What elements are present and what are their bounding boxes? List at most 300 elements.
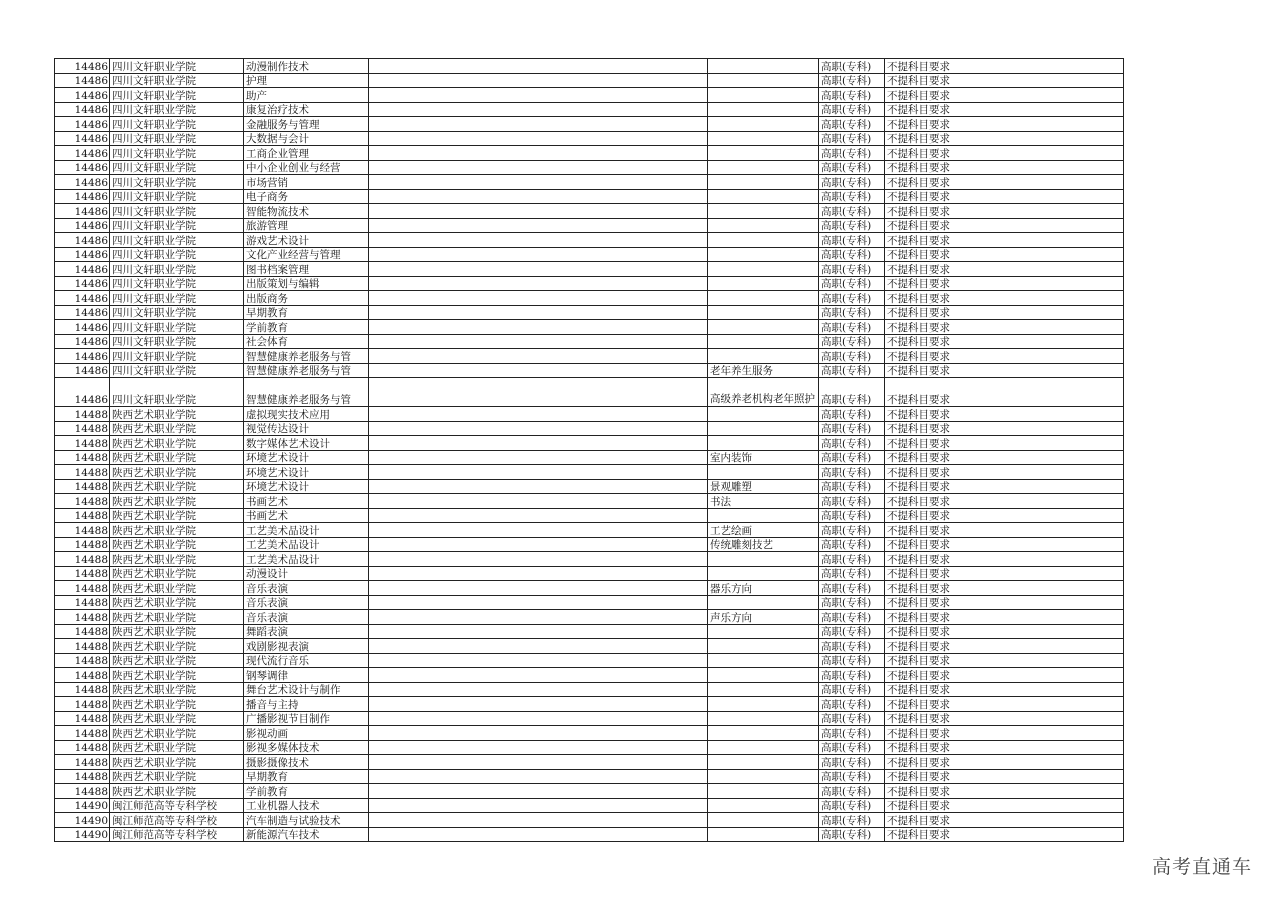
requirement-cell: 不提科目要求 (885, 653, 1124, 668)
requirement-cell: 不提科目要求 (885, 827, 1124, 842)
major-name-cell: 金融服务与管理 (244, 117, 369, 132)
school-code-cell: 14488 (55, 450, 110, 465)
table-row (55, 102, 1124, 117)
major-name-cell: 护理 (244, 73, 369, 88)
requirement-cell: 不提科目要求 (885, 88, 1124, 103)
blank-cell (369, 334, 708, 349)
major-name-cell: 学前教育 (244, 784, 369, 799)
school-name-cell: 四川文轩职业学院 (110, 102, 244, 117)
blank-cell (369, 421, 708, 436)
major-direction-cell (708, 88, 819, 103)
major-direction-cell (708, 682, 819, 697)
major-name-cell: 广播影视节目制作 (244, 711, 369, 726)
major-name-cell: 环境艺术设计 (244, 450, 369, 465)
major-name-cell: 学前教育 (244, 320, 369, 335)
table-row (55, 407, 1124, 422)
major-direction-cell (708, 668, 819, 683)
blank-cell (369, 465, 708, 480)
major-direction-cell (708, 117, 819, 132)
school-code-cell: 14488 (55, 668, 110, 683)
major-name-cell: 旅游管理 (244, 218, 369, 233)
major-direction-cell: 老年养生服务 (708, 363, 819, 378)
level-cell: 高职(专科) (819, 102, 885, 117)
requirement-cell: 不提科目要求 (885, 233, 1124, 248)
major-name-cell: 工艺美术品设计 (244, 537, 369, 552)
table-row (55, 421, 1124, 436)
level-cell: 高职(专科) (819, 755, 885, 770)
blank-cell (369, 523, 708, 538)
major-direction-cell (708, 827, 819, 842)
level-cell: 高职(专科) (819, 740, 885, 755)
school-code-cell: 14488 (55, 740, 110, 755)
blank-cell (369, 537, 708, 552)
requirement-cell: 不提科目要求 (885, 131, 1124, 146)
table-row (55, 204, 1124, 219)
school-name-cell: 四川文轩职业学院 (110, 189, 244, 204)
school-code-cell: 14486 (55, 305, 110, 320)
major-direction-cell (708, 131, 819, 146)
school-code-cell: 14488 (55, 537, 110, 552)
school-code-cell: 14486 (55, 59, 110, 74)
major-name-cell: 舞蹈表演 (244, 624, 369, 639)
level-cell: 高职(专科) (819, 827, 885, 842)
level-cell: 高职(专科) (819, 88, 885, 103)
blank-cell (369, 494, 708, 509)
school-name-cell: 陕西艺术职业学院 (110, 740, 244, 755)
requirement-cell: 不提科目要求 (885, 769, 1124, 784)
major-name-cell: 影视多媒体技术 (244, 740, 369, 755)
table-body (55, 59, 1124, 842)
blank-cell (369, 581, 708, 596)
level-cell: 高职(专科) (819, 146, 885, 161)
table-row (55, 726, 1124, 741)
blank-cell (369, 131, 708, 146)
school-code-cell: 14488 (55, 508, 110, 523)
table-row (55, 291, 1124, 306)
school-code-cell: 14488 (55, 581, 110, 596)
major-name-cell: 虚拟现实技术应用 (244, 407, 369, 422)
table-row (55, 769, 1124, 784)
requirement-cell: 不提科目要求 (885, 537, 1124, 552)
table-row (55, 117, 1124, 132)
school-code-cell: 14486 (55, 247, 110, 262)
requirement-cell: 不提科目要求 (885, 726, 1124, 741)
level-cell: 高职(专科) (819, 407, 885, 422)
blank-cell (369, 88, 708, 103)
major-name-cell: 新能源汽车技术 (244, 827, 369, 842)
school-name-cell: 四川文轩职业学院 (110, 204, 244, 219)
level-cell: 高职(专科) (819, 595, 885, 610)
major-name-cell: 动漫设计 (244, 566, 369, 581)
blank-cell (369, 160, 708, 175)
school-name-cell: 陕西艺术职业学院 (110, 465, 244, 480)
major-direction-cell (708, 653, 819, 668)
school-name-cell: 陕西艺术职业学院 (110, 479, 244, 494)
major-name-cell: 社会体育 (244, 334, 369, 349)
school-name-cell: 陕西艺术职业学院 (110, 769, 244, 784)
blank-cell (369, 624, 708, 639)
level-cell: 高职(专科) (819, 784, 885, 799)
table-row (55, 450, 1124, 465)
major-direction-cell (708, 349, 819, 364)
major-name-cell: 音乐表演 (244, 595, 369, 610)
major-direction-cell (708, 291, 819, 306)
requirement-cell: 不提科目要求 (885, 204, 1124, 219)
major-direction-cell (708, 59, 819, 74)
table-row (55, 262, 1124, 277)
table-row (55, 218, 1124, 233)
blank-cell (369, 682, 708, 697)
school-code-cell: 14490 (55, 813, 110, 828)
blank-cell (369, 59, 708, 74)
major-direction-cell (708, 595, 819, 610)
requirement-cell: 不提科目要求 (885, 349, 1124, 364)
major-name-cell: 环境艺术设计 (244, 465, 369, 480)
requirement-cell: 不提科目要求 (885, 262, 1124, 277)
major-name-cell: 书画艺术 (244, 508, 369, 523)
school-code-cell: 14488 (55, 711, 110, 726)
blank-cell (369, 726, 708, 741)
table-row (55, 175, 1124, 190)
table-row (55, 88, 1124, 103)
requirement-cell: 不提科目要求 (885, 711, 1124, 726)
requirement-cell: 不提科目要求 (885, 566, 1124, 581)
school-name-cell: 陕西艺术职业学院 (110, 508, 244, 523)
level-cell: 高职(专科) (819, 189, 885, 204)
major-name-cell: 出版策划与编辑 (244, 276, 369, 291)
major-name-cell: 钢琴调律 (244, 668, 369, 683)
table-row (55, 479, 1124, 494)
school-name-cell: 四川文轩职业学院 (110, 59, 244, 74)
level-cell: 高职(专科) (819, 450, 885, 465)
level-cell: 高职(专科) (819, 494, 885, 509)
school-name-cell: 四川文轩职业学院 (110, 276, 244, 291)
requirement-cell: 不提科目要求 (885, 160, 1124, 175)
school-code-cell: 14488 (55, 421, 110, 436)
requirement-cell: 不提科目要求 (885, 218, 1124, 233)
level-cell: 高职(专科) (819, 233, 885, 248)
school-code-cell: 14486 (55, 88, 110, 103)
major-name-cell: 早期教育 (244, 305, 369, 320)
level-cell: 高职(专科) (819, 291, 885, 306)
school-code-cell: 14486 (55, 131, 110, 146)
table-row (55, 276, 1124, 291)
blank-cell (369, 262, 708, 277)
blank-cell (369, 755, 708, 770)
major-name-cell: 电子商务 (244, 189, 369, 204)
major-name-cell: 摄影摄像技术 (244, 755, 369, 770)
major-name-cell: 康复治疗技术 (244, 102, 369, 117)
major-name-cell: 市场营销 (244, 175, 369, 190)
blank-cell (369, 479, 708, 494)
level-cell: 高职(专科) (819, 624, 885, 639)
major-name-cell: 工业机器人技术 (244, 798, 369, 813)
school-code-cell: 14486 (55, 73, 110, 88)
level-cell: 高职(专科) (819, 204, 885, 219)
table-row (55, 349, 1124, 364)
school-code-cell: 14486 (55, 233, 110, 248)
major-direction-cell: 室内装饰 (708, 450, 819, 465)
level-cell: 高职(专科) (819, 276, 885, 291)
major-name-cell: 汽车制造与试验技术 (244, 813, 369, 828)
major-direction-cell: 景观雕塑 (708, 479, 819, 494)
school-name-cell: 四川文轩职业学院 (110, 88, 244, 103)
major-direction-cell (708, 784, 819, 799)
level-cell: 高职(专科) (819, 421, 885, 436)
table-row (55, 827, 1124, 842)
blank-cell (369, 349, 708, 364)
school-code-cell: 14488 (55, 639, 110, 654)
blank-cell (369, 407, 708, 422)
requirement-cell: 不提科目要求 (885, 479, 1124, 494)
blank-cell (369, 566, 708, 581)
blank-cell (369, 204, 708, 219)
blank-cell (369, 102, 708, 117)
major-name-cell: 数字媒体艺术设计 (244, 436, 369, 451)
major-direction-cell (708, 566, 819, 581)
school-name-cell: 陕西艺术职业学院 (110, 726, 244, 741)
major-direction-cell (708, 218, 819, 233)
table-row (55, 566, 1124, 581)
level-cell: 高职(专科) (819, 131, 885, 146)
blank-cell (369, 450, 708, 465)
major-name-cell: 智能物流技术 (244, 204, 369, 219)
school-name-cell: 陕西艺术职业学院 (110, 595, 244, 610)
major-name-cell: 现代流行音乐 (244, 653, 369, 668)
table-row (55, 131, 1124, 146)
major-name-cell: 戏剧影视表演 (244, 639, 369, 654)
table-row (55, 755, 1124, 770)
major-direction-cell (708, 73, 819, 88)
level-cell: 高职(专科) (819, 363, 885, 378)
major-direction-cell (708, 334, 819, 349)
blank-cell (369, 769, 708, 784)
requirement-cell: 不提科目要求 (885, 421, 1124, 436)
school-code-cell: 14488 (55, 682, 110, 697)
school-code-cell: 14486 (55, 334, 110, 349)
level-cell: 高职(专科) (819, 262, 885, 277)
requirement-cell: 不提科目要求 (885, 363, 1124, 378)
level-cell: 高职(专科) (819, 697, 885, 712)
major-direction-cell (708, 233, 819, 248)
school-name-cell: 陕西艺术职业学院 (110, 755, 244, 770)
school-name-cell: 闽江师范高等专科学校 (110, 798, 244, 813)
requirement-cell: 不提科目要求 (885, 523, 1124, 538)
major-name-cell: 工艺美术品设计 (244, 523, 369, 538)
table-row (55, 465, 1124, 480)
school-code-cell: 14486 (55, 262, 110, 277)
level-cell: 高职(专科) (819, 726, 885, 741)
major-name-cell: 书画艺术 (244, 494, 369, 509)
level-cell: 高职(专科) (819, 537, 885, 552)
major-name-cell: 文化产业经营与管理 (244, 247, 369, 262)
major-name-cell: 视觉传达设计 (244, 421, 369, 436)
school-code-cell: 14486 (55, 204, 110, 219)
blank-cell (369, 639, 708, 654)
major-name-cell: 游戏艺术设计 (244, 233, 369, 248)
blank-cell (369, 697, 708, 712)
blank-cell (369, 291, 708, 306)
school-code-cell: 14486 (55, 320, 110, 335)
major-direction-cell (708, 276, 819, 291)
table-row (55, 537, 1124, 552)
school-name-cell: 四川文轩职业学院 (110, 233, 244, 248)
blank-cell (369, 784, 708, 799)
school-code-cell: 14488 (55, 566, 110, 581)
major-direction-cell (708, 436, 819, 451)
requirement-cell: 不提科目要求 (885, 102, 1124, 117)
major-name-cell: 早期教育 (244, 769, 369, 784)
major-direction-cell (708, 813, 819, 828)
requirement-cell: 不提科目要求 (885, 175, 1124, 190)
major-direction-cell (708, 160, 819, 175)
table-row (55, 711, 1124, 726)
school-name-cell: 陕西艺术职业学院 (110, 581, 244, 596)
requirement-cell: 不提科目要求 (885, 508, 1124, 523)
table-row (55, 73, 1124, 88)
table-row (55, 378, 1124, 407)
requirement-cell: 不提科目要求 (885, 682, 1124, 697)
school-name-cell: 陕西艺术职业学院 (110, 682, 244, 697)
major-direction-cell (708, 697, 819, 712)
level-cell: 高职(专科) (819, 711, 885, 726)
school-code-cell: 14488 (55, 726, 110, 741)
blank-cell (369, 508, 708, 523)
school-code-cell: 14488 (55, 552, 110, 567)
major-direction-cell: 书法 (708, 494, 819, 509)
school-code-cell: 14486 (55, 102, 110, 117)
table-row (55, 247, 1124, 262)
table-row (55, 697, 1124, 712)
requirement-cell: 不提科目要求 (885, 247, 1124, 262)
table-row (55, 740, 1124, 755)
major-direction-cell (708, 755, 819, 770)
school-code-cell: 14486 (55, 189, 110, 204)
major-direction-cell: 声乐方向 (708, 610, 819, 625)
table-row (55, 581, 1124, 596)
school-code-cell: 14486 (55, 363, 110, 378)
major-name-cell: 工商企业管理 (244, 146, 369, 161)
school-name-cell: 四川文轩职业学院 (110, 175, 244, 190)
school-name-cell: 陕西艺术职业学院 (110, 421, 244, 436)
table-row (55, 363, 1124, 378)
level-cell: 高职(专科) (819, 479, 885, 494)
level-cell: 高职(专科) (819, 798, 885, 813)
table-row (55, 508, 1124, 523)
school-code-cell: 14486 (55, 291, 110, 306)
level-cell: 高职(专科) (819, 566, 885, 581)
level-cell: 高职(专科) (819, 682, 885, 697)
school-code-cell: 14488 (55, 624, 110, 639)
school-name-cell: 四川文轩职业学院 (110, 291, 244, 306)
major-name-cell: 助产 (244, 88, 369, 103)
requirement-cell: 不提科目要求 (885, 73, 1124, 88)
school-code-cell: 14488 (55, 494, 110, 509)
level-cell: 高职(专科) (819, 247, 885, 262)
blank-cell (369, 798, 708, 813)
requirement-cell: 不提科目要求 (885, 740, 1124, 755)
level-cell: 高职(专科) (819, 668, 885, 683)
major-direction-cell (708, 407, 819, 422)
requirement-cell: 不提科目要求 (885, 305, 1124, 320)
blank-cell (369, 378, 708, 407)
blank-cell (369, 117, 708, 132)
level-cell: 高职(专科) (819, 639, 885, 654)
requirement-cell: 不提科目要求 (885, 552, 1124, 567)
school-name-cell: 四川文轩职业学院 (110, 160, 244, 175)
table-row (55, 653, 1124, 668)
major-name-cell: 工艺美术品设计 (244, 552, 369, 567)
major-direction-cell (708, 726, 819, 741)
major-name-cell: 中小企业创业与经营 (244, 160, 369, 175)
blank-cell (369, 218, 708, 233)
school-code-cell: 14486 (55, 160, 110, 175)
major-direction-cell: 高级养老机构老年照护 (708, 378, 819, 407)
requirement-cell: 不提科目要求 (885, 624, 1124, 639)
major-name-cell: 舞台艺术设计与制作 (244, 682, 369, 697)
school-name-cell: 四川文轩职业学院 (110, 247, 244, 262)
table-row (55, 595, 1124, 610)
school-code-cell: 14488 (55, 436, 110, 451)
school-code-cell: 14488 (55, 697, 110, 712)
school-name-cell: 闽江师范高等专科学校 (110, 813, 244, 828)
blank-cell (369, 276, 708, 291)
level-cell: 高职(专科) (819, 610, 885, 625)
requirement-cell: 不提科目要求 (885, 334, 1124, 349)
blank-cell (369, 813, 708, 828)
table-row (55, 334, 1124, 349)
blank-cell (369, 552, 708, 567)
requirement-cell: 不提科目要求 (885, 59, 1124, 74)
major-name-cell: 播音与主持 (244, 697, 369, 712)
major-direction-cell (708, 798, 819, 813)
table-row (55, 494, 1124, 509)
requirement-cell: 不提科目要求 (885, 276, 1124, 291)
level-cell: 高职(专科) (819, 436, 885, 451)
requirement-cell: 不提科目要求 (885, 320, 1124, 335)
table-row (55, 436, 1124, 451)
requirement-cell: 不提科目要求 (885, 407, 1124, 422)
level-cell: 高职(专科) (819, 349, 885, 364)
major-direction-cell (708, 508, 819, 523)
major-name-cell: 音乐表演 (244, 581, 369, 596)
school-name-cell: 四川文轩职业学院 (110, 218, 244, 233)
school-name-cell: 四川文轩职业学院 (110, 334, 244, 349)
school-name-cell: 四川文轩职业学院 (110, 73, 244, 88)
major-direction-cell: 器乐方向 (708, 581, 819, 596)
blank-cell (369, 189, 708, 204)
requirement-cell: 不提科目要求 (885, 798, 1124, 813)
major-direction-cell (708, 624, 819, 639)
school-name-cell: 四川文轩职业学院 (110, 349, 244, 364)
school-code-cell: 14490 (55, 827, 110, 842)
blank-cell (369, 305, 708, 320)
major-direction-cell (708, 247, 819, 262)
major-direction-cell (708, 552, 819, 567)
requirement-cell: 不提科目要求 (885, 610, 1124, 625)
school-code-cell: 14486 (55, 349, 110, 364)
level-cell: 高职(专科) (819, 508, 885, 523)
blank-cell (369, 436, 708, 451)
major-name-cell: 环境艺术设计 (244, 479, 369, 494)
school-name-cell: 四川文轩职业学院 (110, 320, 244, 335)
major-direction-cell (708, 639, 819, 654)
major-direction-cell (708, 711, 819, 726)
school-name-cell: 陕西艺术职业学院 (110, 523, 244, 538)
requirement-cell: 不提科目要求 (885, 189, 1124, 204)
school-name-cell: 陕西艺术职业学院 (110, 436, 244, 451)
major-direction-cell (708, 189, 819, 204)
